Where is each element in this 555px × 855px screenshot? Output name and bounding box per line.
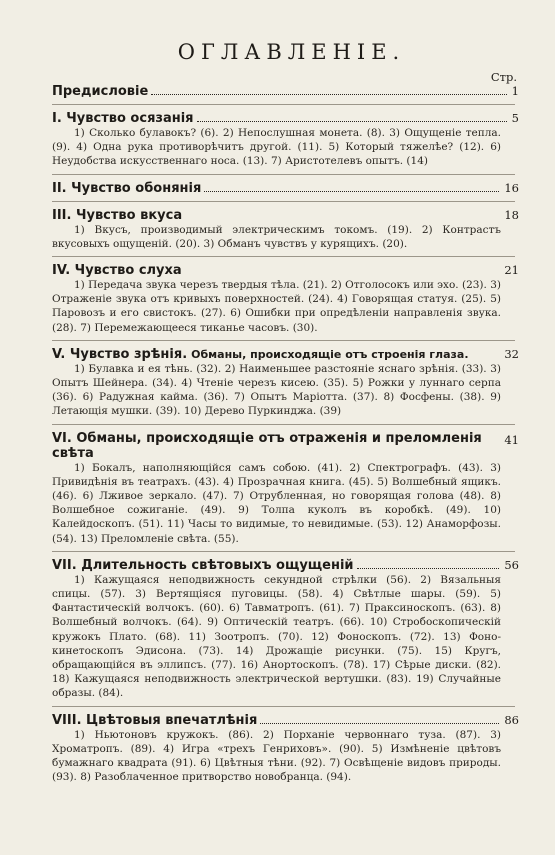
entry-page: 18 bbox=[504, 207, 519, 222]
entry-contents: 1) Вкусъ, производимый электрическимъ токомъ. (19). 2) Контрастъ вкусовыхъ ощущеній. (20). 3) Обманъ чувствъ у курящихъ. (20). bbox=[52, 223, 501, 250]
entry-title: VII. Длительность свѣтовыхъ ощущеній bbox=[52, 557, 354, 573]
separator bbox=[52, 174, 515, 175]
entry-contents: 1) Бокалъ, наполняющійся самъ собою. (41). 2) Спектрографъ. (43). 3) Привидѣнія въ театрахъ. (43). 4) Прозрачная книга. (45). 5) Волшебный ящикъ. (46). 6) Лживое зеркало. (47). 7) Отрубленная, но говорящая голова (48). 8) Волшебное сожиганіе. (49). 9) Толпа куколъ въ коробкѣ. (49). 10) Калейдоскопъ. (51). 11) Часы то видимые, то невидимые. (53). 12) Анаморфозы. (54). 13) Преломленіе свѣта. (55). bbox=[52, 461, 501, 545]
entry-contents: 1) Ньютоновъ кружокъ. (86). 2) Порханіе червоннаго туза. (87). 3) Хроматропъ. (89). 4) Игра «трехъ Генриховъ». (90). 5) Измѣненіе цвѣтовъ бумажнаго квадрата (91). 6) Цвѣтныя тѣни. (92). 7) Освѣщеніе видовъ природы. (93). 8) Разоблаченное притворство новобранца. (94). bbox=[52, 728, 501, 784]
toc-entry-2 bbox=[52, 181, 519, 196]
separator bbox=[52, 706, 515, 707]
separator bbox=[52, 201, 515, 202]
dot-leader bbox=[151, 85, 506, 95]
toc-entry-8 bbox=[52, 713, 519, 785]
separator bbox=[52, 551, 515, 552]
entry-title: I. Чувство осязанія bbox=[52, 111, 194, 126]
entry-page: 41 bbox=[504, 432, 519, 447]
entry-page: 86 bbox=[504, 712, 519, 727]
entry-contents: 1) Передача звука черезъ твердыя тѣла. (21). 2) Отголосокъ или эхо. (23). 3) Отраженіе звука отъ кривыхъ поверхностей. (24). 4) Говорящая статуя. (25). 5) Паровозъ и его свистокъ. (27). 6) Ошибки при опредѣленіи направленія звука. (28). 7) Перемежающееся тиканье часовъ. (30). bbox=[52, 279, 501, 334]
entry-title: VIII. Цвѣтовыя впечатлѣнія bbox=[52, 712, 258, 728]
toc-entry-7 bbox=[52, 558, 519, 701]
entry-page: 56 bbox=[504, 557, 519, 572]
toc-entry-4 bbox=[52, 263, 519, 335]
entry-contents: 1) Сколько булавокъ? (6). 2) Непослушная монета. (8). 3) Ощущеніе тепла. (9). 4) Одна рука противорѣчитъ другой. (11). 5) Который тяжелѣе? (12). 6) Неудобства искусственнаго носа. (13). 7) Аристотелевъ опытъ. (14) bbox=[52, 127, 501, 168]
toc-entry-6 bbox=[52, 431, 519, 546]
entry-page: 1 bbox=[511, 84, 519, 98]
separator bbox=[52, 340, 515, 341]
page-column-label: Стр. bbox=[490, 70, 517, 84]
dot-leader bbox=[357, 559, 500, 569]
entry-page: 32 bbox=[504, 346, 519, 361]
entry-title: VI. Обманы, происходящіе отъ отраженія и преломленія свѣта bbox=[52, 430, 482, 461]
separator bbox=[52, 424, 515, 425]
entry-subtitle: Обманы, происходящіе отъ строенія глаза. bbox=[191, 347, 469, 361]
entry-title: IV. Чувство слуха bbox=[52, 263, 182, 279]
entry-page: 16 bbox=[504, 180, 519, 195]
separator bbox=[52, 104, 515, 105]
separator bbox=[52, 256, 515, 257]
toc-entry-3 bbox=[52, 208, 519, 251]
toc-entry-preface bbox=[52, 84, 519, 99]
entry-title: II. Чувство обонянія bbox=[52, 180, 202, 196]
dot-leader bbox=[260, 714, 499, 724]
toc-entry-1 bbox=[52, 111, 519, 169]
entry-page: 21 bbox=[504, 263, 519, 278]
toc-entry-5 bbox=[52, 347, 519, 419]
entry-title: Предисловіе bbox=[52, 84, 149, 99]
entry-title: V. Чувство зрѣнія. bbox=[52, 346, 188, 362]
entry-contents: 1) Кажущаяся неподвижность секундной стрѣлки (56). 2) Вязальныя спицы. (57). 3) Вертящіяся пуговицы. (58). 4) Свѣтлые шары. (59). 5) Фантастическій волчокъ. (60). 6) Тавматропъ. (61). 7) Праксиноскопъ. (63). 8) Волшебный волчокъ. (64). 9) Оптическій театръ. (66). 10) Стробоскопическій кружокъ Плато. (68). 11) Зоотропъ. (70). 12) Фоноскопъ. (72). 13) Фоно-кинетоскопъ Эдисона. (73). 14) Дрожащіе рисунки. (75). 15) Кругъ, обращающійся въ эллипсъ. (77). 16) Анортоскопъ. (78). 17) Сѣрые диски. (82). 18) Кажущаяся неподвижность электрической вертушки. (83). 19) Случайные образы. (84). bbox=[52, 573, 501, 700]
entry-page: 5 bbox=[511, 111, 519, 125]
entry-title: III. Чувство вкуса bbox=[52, 207, 183, 223]
dot-leader bbox=[197, 112, 507, 122]
page-title: ОГЛАВЛЕНІЕ. bbox=[177, 40, 406, 64]
dot-leader bbox=[204, 182, 499, 192]
entry-contents: 1) Булавка и ея тѣнь. (32). 2) Наименьшее разстояніе яснаго зрѣнія. (33). 3) Опытъ Шейнера. (34). 4) Чтеніе черезъ кисею. (35). 5) Рожки у луннаго серпа (36). 6) Радужная кайма. (36). 7) Опытъ Маріотта. (37). 8) Фосфены. (38). 9) Летающія мушки. (39). 10) Дерево Пуркинджа. (39) bbox=[52, 362, 501, 418]
